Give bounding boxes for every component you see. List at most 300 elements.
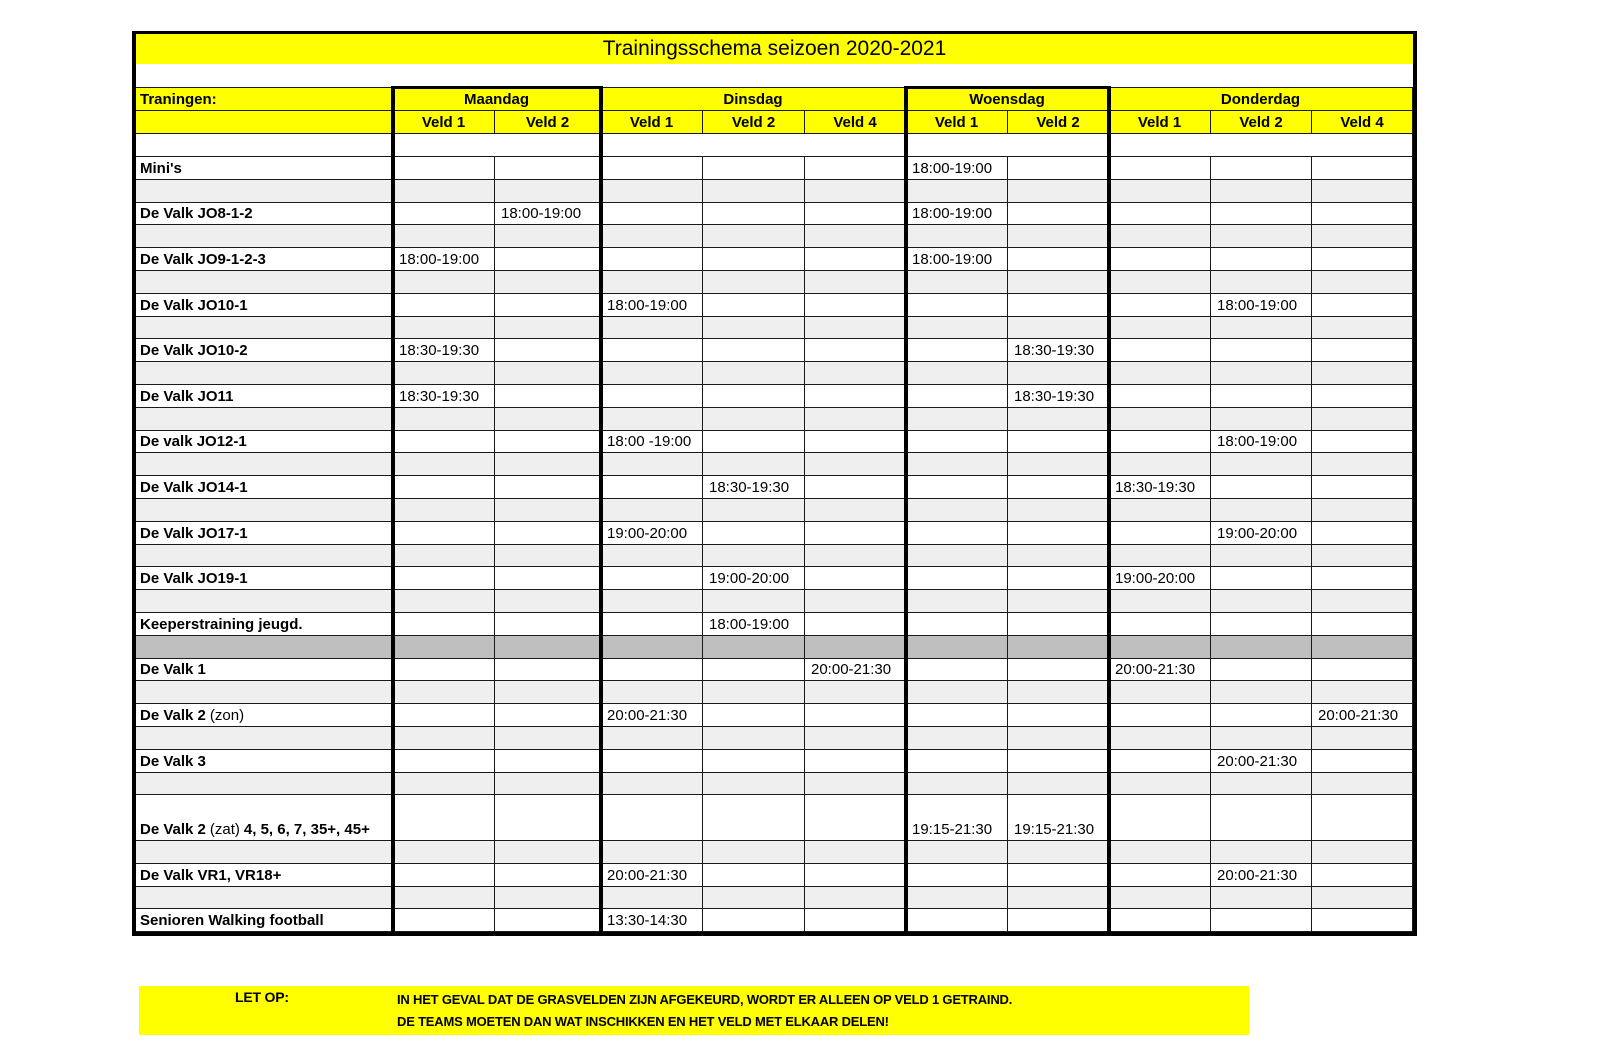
time-slot [805,476,906,499]
time-slot [393,203,495,226]
time-slot [601,567,703,590]
spacer-cell [1008,180,1109,203]
time-slot: 18:30-19:30 [703,476,805,499]
time-slot [1008,864,1109,887]
spacer-cell [703,180,805,203]
spacer-cell [1008,636,1109,659]
time-slot [495,750,601,773]
spacer-cell [906,887,1008,910]
team-label [136,385,393,408]
time-slot [495,248,601,271]
spacer-cell [1008,225,1109,248]
time-slot [1109,157,1211,180]
team-name: De Valk 3 [140,752,206,770]
field-header: Veld 4 [1312,111,1413,134]
time-slot [1312,909,1413,932]
day-box-border [391,86,603,89]
time-slot: 20:00-21:30 [805,659,906,682]
spacer-cell [495,841,601,864]
spacer-cell [1008,408,1109,431]
spacer-cell [1211,545,1312,568]
warning-note [139,986,1249,1035]
table-border-left [132,31,136,935]
time-slot [805,750,906,773]
spacer-cell [1109,681,1211,704]
spacer-cell [906,590,1008,613]
time-slot: 18:30-19:30 [393,339,495,362]
spacer-cell [136,545,393,568]
time-slot [1211,704,1312,727]
time-slot: 18:00-19:00 [1211,431,1312,454]
time-slot [393,522,495,545]
team-label [136,613,393,636]
row-label-header: Traningen: [136,88,393,111]
time-slot [393,613,495,636]
time-slot: 13:30-14:30 [601,909,703,932]
time-slot: 19:00-20:00 [703,567,805,590]
spacer-cell [703,727,805,750]
spacer-cell [495,180,601,203]
spacer-cell [1109,545,1211,568]
spacer-cell [601,887,703,910]
time-slot [906,864,1008,887]
time-slot [495,157,601,180]
time-slot [495,522,601,545]
time-slot [1008,476,1109,499]
spacer-cell [1312,773,1413,796]
spacer-cell [703,362,805,385]
spacer-cell [805,317,906,340]
time-slot [1312,203,1413,226]
spacer-cell [805,681,906,704]
time-slot [906,704,1008,727]
spacer-cell [495,225,601,248]
spacer-cell [906,499,1008,522]
time-slot [393,431,495,454]
spacer-cell [1109,887,1211,910]
spacer-cell [393,590,495,613]
time-slot [1211,659,1312,682]
spacer-cell [393,681,495,704]
time-slot [495,659,601,682]
time-slot [495,385,601,408]
spacer-cell [495,453,601,476]
spacer-cell [805,841,906,864]
time-slot: 19:00-20:00 [601,522,703,545]
team-name: De Valk JO19-1 [140,570,248,588]
team-name: De Valk JO17-1 [140,524,248,542]
spacer-cell [393,499,495,522]
spacer-cell [393,225,495,248]
spacer-cell [136,271,393,294]
spacer-cell [1312,727,1413,750]
spacer-cell [703,636,805,659]
time-slot [906,613,1008,636]
time-slot: 18:00-19:00 [906,248,1008,271]
spacer-cell [495,362,601,385]
team-label [136,750,393,773]
spacer-cell [703,773,805,796]
spacer-cell [906,408,1008,431]
time-slot [1312,613,1413,636]
spacer-cell [1109,841,1211,864]
time-slot: 20:00-21:30 [1312,704,1413,727]
spacer-cell [1109,180,1211,203]
spacer-cell [1312,453,1413,476]
spacer-cell [1211,180,1312,203]
spacer-cell [136,727,393,750]
spacer-cell [393,841,495,864]
day-header-dinsdag: Dinsdag [601,88,906,111]
spacer-cell [805,727,906,750]
time-slot [1008,659,1109,682]
spacer-cell [1008,499,1109,522]
time-slot: 18:00-19:00 [906,203,1008,226]
page-title: Trainingsschema seizoen 2020-2021 [136,33,1413,64]
time-slot [393,567,495,590]
note-line-2: DE TEAMS MOETEN DAN WAT INSCHIKKEN EN HET VELD MET ELKAAR DELEN! [397,1014,889,1029]
time-slot [1312,294,1413,317]
spacer-cell [601,841,703,864]
spacer-cell [1211,773,1312,796]
spacer-cell [601,681,703,704]
time-slot [393,704,495,727]
field-header: Veld 2 [495,111,601,134]
day-box-border [599,86,603,932]
time-slot [906,294,1008,317]
time-slot [703,659,805,682]
time-slot [1109,864,1211,887]
time-slot [805,248,906,271]
spacer-cell [1312,841,1413,864]
spacer-cell [1312,180,1413,203]
spacer-cell [136,362,393,385]
team-name: Mini's [140,159,182,177]
team-name: De Valk JO10-2 [140,342,248,360]
spacer-cell [1008,727,1109,750]
time-slot [601,795,703,841]
time-slot: 18:30-19:30 [1008,339,1109,362]
spacer-cell [906,636,1008,659]
time-slot [1109,909,1211,932]
team-tail: 4, 5, 6, 7, 35+, 45+ [243,820,370,838]
spacer-cell [136,681,393,704]
time-slot [805,203,906,226]
spacer-cell [1211,271,1312,294]
spacer-cell [601,134,906,157]
time-slot: 18:00-19:00 [703,613,805,636]
spacer-cell [393,317,495,340]
team-name: De Valk JO11 [140,387,234,405]
time-slot [601,339,703,362]
spacer-cell [906,727,1008,750]
time-slot [495,909,601,932]
team-label [136,157,393,180]
team-label [136,795,393,841]
time-slot [1008,567,1109,590]
spacer-cell [136,499,393,522]
spacer-cell [136,453,393,476]
team-label [136,659,393,682]
field-header: Veld 1 [1109,111,1211,134]
time-slot [1211,248,1312,271]
time-slot [805,431,906,454]
spacer-cell [906,681,1008,704]
time-slot [1109,203,1211,226]
spacer-cell [805,453,906,476]
spacer-cell [1211,225,1312,248]
time-slot [1008,431,1109,454]
spacer-cell [601,408,703,431]
time-slot [1312,522,1413,545]
spacer-cell [136,408,393,431]
time-slot [1211,385,1312,408]
time-slot [1312,157,1413,180]
field-header: Veld 4 [805,111,906,134]
team-name: De Valk 2 [140,706,206,724]
time-slot [1312,750,1413,773]
time-slot: 18:00-19:00 [906,157,1008,180]
time-slot [1008,704,1109,727]
spacer-cell [1109,727,1211,750]
time-slot [1008,613,1109,636]
time-slot [805,522,906,545]
time-slot [393,157,495,180]
time-slot [703,431,805,454]
time-slot [805,795,906,841]
spacer-cell [906,180,1008,203]
time-slot [906,522,1008,545]
time-slot [1109,522,1211,545]
time-slot [393,864,495,887]
time-slot [906,476,1008,499]
spacer-cell [601,727,703,750]
day-box-border [1107,86,1111,932]
spacer-cell [495,590,601,613]
spacer-cell [393,408,495,431]
spacer-cell [601,590,703,613]
time-slot [393,909,495,932]
spacer-cell [393,134,601,157]
spacer-cell [1211,499,1312,522]
team-name: De Valk JO10-1 [140,296,248,314]
time-slot [393,795,495,841]
time-slot: 19:15-21:30 [1008,795,1109,841]
spacer-cell [703,887,805,910]
time-slot: 20:00-21:30 [601,864,703,887]
spacer-cell [136,180,393,203]
day-box-border [391,86,395,932]
time-slot [1312,431,1413,454]
spacer-cell [1109,636,1211,659]
time-slot [1211,476,1312,499]
time-slot [1312,567,1413,590]
spacer-cell [1211,841,1312,864]
spacer-cell [1008,887,1109,910]
team-label [136,431,393,454]
time-slot [906,567,1008,590]
spacer-cell [393,271,495,294]
spacer-cell [136,317,393,340]
time-slot [495,431,601,454]
spacer-cell [495,887,601,910]
time-slot [1312,339,1413,362]
time-slot [805,909,906,932]
time-slot [393,476,495,499]
spacer-cell [1109,408,1211,431]
spacer-cell [601,271,703,294]
spacer-cell [393,180,495,203]
spacer-cell [1211,681,1312,704]
table-border-right [1413,31,1417,935]
spacer-cell [1312,545,1413,568]
table-border-bottom [132,932,1417,936]
time-slot: 19:15-21:30 [906,795,1008,841]
field-header: Veld 2 [1211,111,1312,134]
time-slot [1312,248,1413,271]
spacer-cell [906,773,1008,796]
spacer-cell [1109,225,1211,248]
team-name: De Valk JO9-1-2-3 [140,250,266,268]
team-label [136,294,393,317]
spacer-cell [805,499,906,522]
spacer-cell [495,681,601,704]
spacer-cell [1109,453,1211,476]
time-slot [601,750,703,773]
time-slot [1312,864,1413,887]
time-slot [1008,522,1109,545]
spacer-cell [906,134,1109,157]
day-box-border [904,86,908,932]
spacer-cell [136,134,393,157]
time-slot [601,613,703,636]
time-slot [601,476,703,499]
spacer-cell [805,545,906,568]
time-slot [1312,385,1413,408]
time-slot [393,294,495,317]
time-slot: 20:00-21:30 [1211,750,1312,773]
time-slot [495,294,601,317]
time-slot [1211,795,1312,841]
team-suffix: (zat) [209,820,240,838]
team-suffix: (zon) [209,706,245,724]
time-slot [1211,613,1312,636]
team-label [136,339,393,362]
time-slot [393,750,495,773]
time-slot [601,385,703,408]
field-header: Veld 1 [393,111,495,134]
spacer-cell [1211,887,1312,910]
team-label [136,248,393,271]
time-slot [1109,385,1211,408]
spacer-cell [495,773,601,796]
time-slot [703,385,805,408]
spacer-cell [1312,590,1413,613]
spacer-cell [136,225,393,248]
spacer-cell [495,545,601,568]
spacer-cell [1211,727,1312,750]
spacer-cell [1008,545,1109,568]
time-slot [1109,750,1211,773]
time-slot [805,864,906,887]
time-slot [1109,248,1211,271]
spacer-cell [1312,225,1413,248]
time-slot [1109,431,1211,454]
spacer-cell [601,773,703,796]
time-slot [703,750,805,773]
time-slot [1211,157,1312,180]
spacer-cell [601,499,703,522]
spacer-cell [906,841,1008,864]
time-slot [805,613,906,636]
spacer-cell [601,362,703,385]
time-slot [703,795,805,841]
time-slot [703,522,805,545]
spacer-cell [703,590,805,613]
spacer-cell [906,545,1008,568]
spacer-cell [1008,841,1109,864]
time-slot [1008,294,1109,317]
day-header-donderdag: Donderdag [1109,88,1413,111]
spacer-cell [805,180,906,203]
spacer-cell [906,362,1008,385]
spacer-cell [601,636,703,659]
time-slot: 18:30-19:30 [1109,476,1211,499]
spacer-cell [393,887,495,910]
time-slot [1211,909,1312,932]
spacer-cell [1008,681,1109,704]
time-slot [805,339,906,362]
team-name: De Valk 1 [140,661,206,679]
spacer-cell [136,636,393,659]
time-slot: 18:00-19:00 [393,248,495,271]
time-slot [906,659,1008,682]
day-header-maandag: Maandag [393,88,601,111]
spacer-cell [703,408,805,431]
spacer-cell [495,636,601,659]
header-blank [136,111,393,134]
time-slot: 20:00-21:30 [601,704,703,727]
team-name: De Valk 2 [140,820,206,838]
time-slot [495,339,601,362]
table-border-top [132,31,1417,34]
spacer-cell [906,225,1008,248]
spacer-cell [1211,408,1312,431]
time-slot [1109,795,1211,841]
time-slot: 18:00-19:00 [1211,294,1312,317]
spacer-cell [601,453,703,476]
spacer-cell [703,841,805,864]
spacer-cell [136,773,393,796]
time-slot: 19:00-20:00 [1211,522,1312,545]
spacer-cell [906,271,1008,294]
spacer-cell [703,225,805,248]
spacer-cell [1211,636,1312,659]
time-slot [906,431,1008,454]
spacer-cell [703,681,805,704]
time-slot [1211,203,1312,226]
team-label [136,522,393,545]
spacer-cell [703,453,805,476]
spacer-cell [805,773,906,796]
spacer-cell [136,887,393,910]
spacer-cell [1008,773,1109,796]
spacer-cell [703,271,805,294]
time-slot [703,339,805,362]
spacer-cell [1211,362,1312,385]
spacer-cell [1109,499,1211,522]
field-header: Veld 2 [703,111,805,134]
